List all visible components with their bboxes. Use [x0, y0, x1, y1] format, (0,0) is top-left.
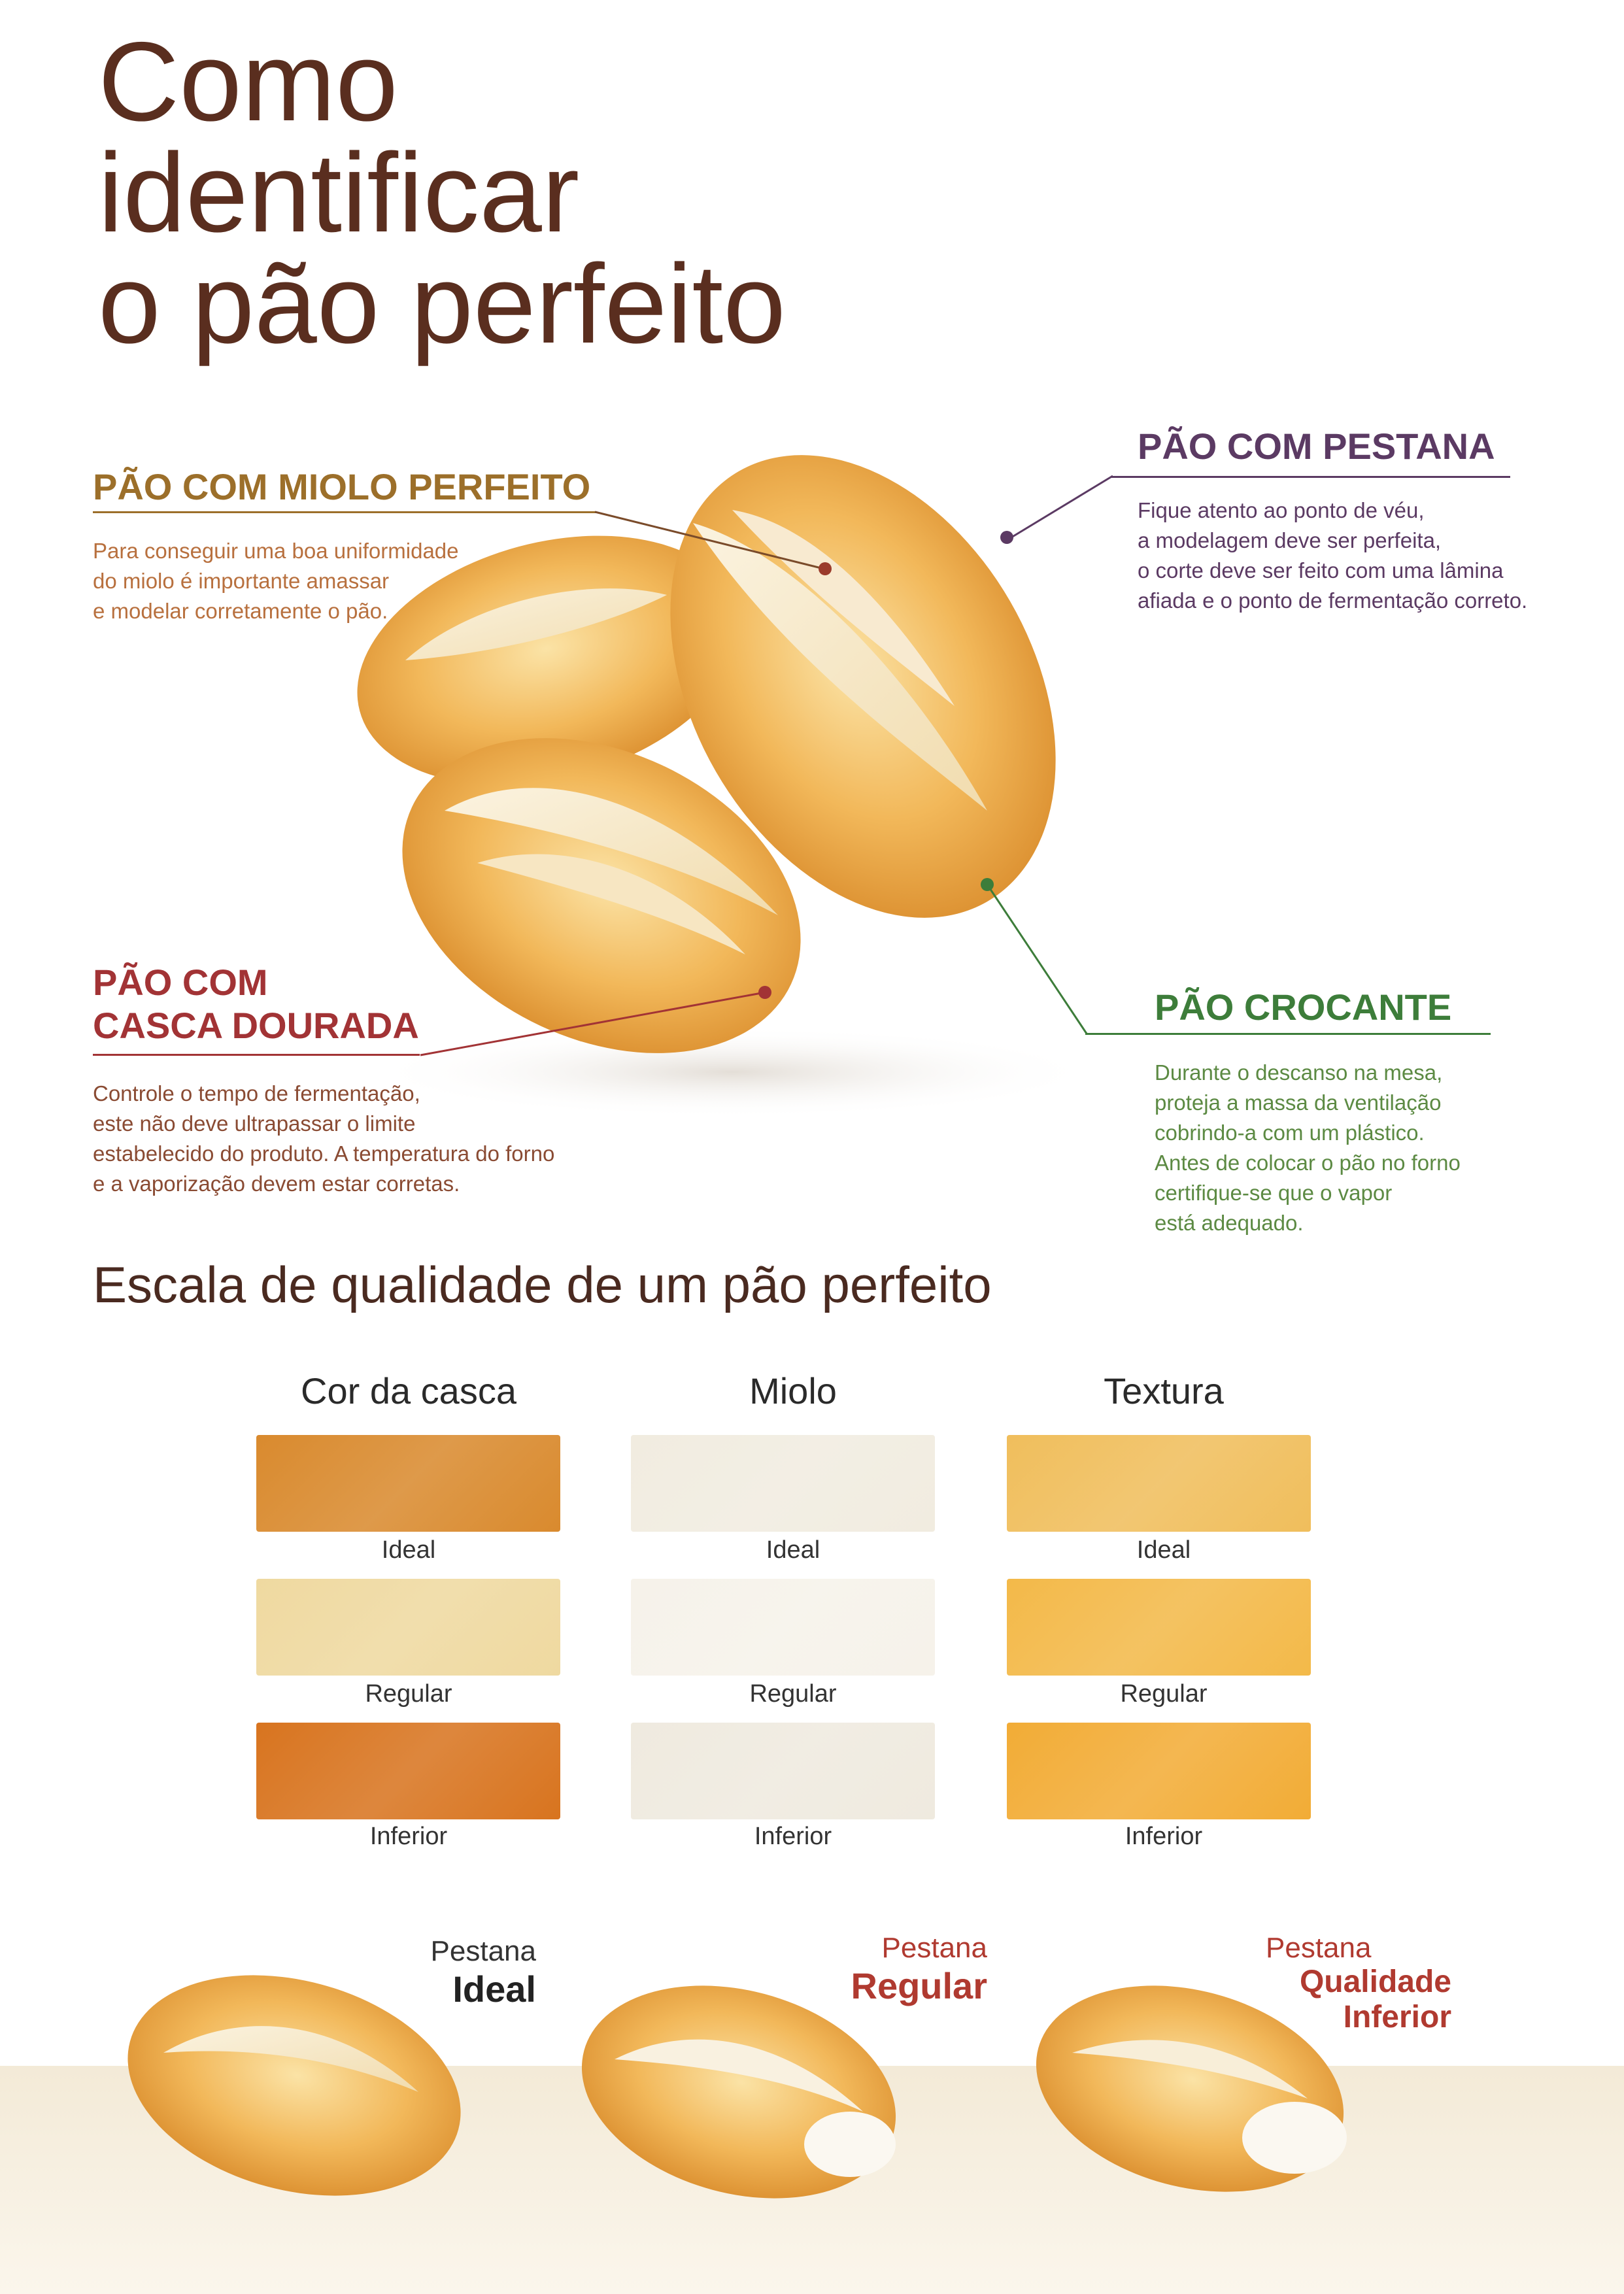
swatch-miolo-regular — [631, 1579, 935, 1676]
callout-pestana-dot — [1000, 531, 1013, 544]
label-textura-inferior: Inferior — [1125, 1823, 1203, 1850]
callout-miolo-dot — [819, 562, 832, 575]
pestana-ideal-quality: Ideal — [452, 1968, 536, 2010]
callout-crocante-heading: PÃO CROCANTE — [1155, 987, 1452, 1028]
swatch-textura-regular — [1007, 1579, 1311, 1676]
callout-miolo-heading: PÃO COM MIOLO PERFEITO — [93, 466, 591, 507]
pestana-ideal-label-group — [366, 1935, 536, 2010]
pestana-regular-label: Pestana — [881, 1932, 987, 1964]
scale-column-header-miolo: Miolo — [749, 1370, 837, 1411]
callout-casca-rule — [93, 1054, 420, 1056]
label-textura-regular: Regular — [1120, 1680, 1208, 1708]
label-textura-ideal: Ideal — [1136, 1536, 1191, 1564]
label-miolo-ideal: Ideal — [766, 1536, 820, 1564]
callout-crocante-rule — [1085, 1033, 1491, 1035]
title-line-3: o pão perfeito — [98, 241, 786, 367]
swatch-casca-regular — [256, 1579, 560, 1676]
swatch-casca-inferior — [256, 1723, 560, 1819]
label-miolo-regular: Regular — [749, 1680, 837, 1708]
callout-miolo-text: Para conseguir uma boa uniformidade do miolo é importante amassar e modelar corretamente o pão. — [93, 539, 459, 623]
pestana-regular-label-group — [785, 1932, 987, 2007]
callout-crocante-text: Durante o descanso na mesa, proteja a massa da ventilação cobrindo-a com um plástico. Antes de colocar o pão no forno certifique-se que o vapor está adequado. — [1155, 1060, 1461, 1235]
callout-pestana-text: Fique atento ao ponto de véu, a modelagem deve ser perfeita, o corte deve ser feito com uma lâmina afiada e o ponto de fermentação correto. — [1138, 498, 1528, 613]
pestana-inferior-quality-1: Qualidade — [1299, 1965, 1451, 1999]
label-casca-ideal: Ideal — [381, 1536, 436, 1564]
label-casca-regular: Regular — [365, 1680, 452, 1708]
callout-pestana-rule — [1111, 476, 1510, 478]
pestana-regular-quality: Regular — [851, 1965, 987, 2006]
callout-casca-heading: PÃO COM CASCA DOURADA — [93, 962, 419, 1046]
label-miolo-inferior: Inferior — [754, 1823, 832, 1850]
swatch-casca-ideal — [256, 1435, 560, 1532]
pestana-inferior-label: Pestana — [1266, 1932, 1372, 1964]
quality-scale-title: Escala de qualidade de um pão perfeito — [93, 1256, 992, 1313]
swatch-miolo-inferior — [631, 1723, 935, 1819]
pestana-ideal-label: Pestana — [430, 1935, 536, 1967]
title-line-1: Como — [98, 19, 398, 144]
pestana-inferior-label-group — [1216, 1932, 1451, 2035]
callout-crocante-leader — [981, 879, 1092, 1036]
callout-pestana-heading: PÃO COM PESTANA — [1138, 426, 1495, 467]
callout-pestana-leader — [1000, 474, 1118, 546]
page-title — [98, 19, 948, 367]
swatch-textura-ideal — [1007, 1435, 1311, 1532]
label-casca-inferior: Inferior — [369, 1823, 448, 1850]
callout-casca-leader — [418, 987, 771, 1059]
callout-casca-text: Controle o tempo de fermentação, este não deve ultrapassar o limite estabelecido do produto. A temperatura do forno e a vaporização devem estar corretas. — [93, 1081, 555, 1196]
callout-miolo-rule — [93, 511, 596, 513]
pestana-inferior-quality-2: Inferior — [1343, 2000, 1451, 2034]
scale-column-header-textura: Textura — [1104, 1370, 1224, 1411]
scale-column-header-casca: Cor da casca — [301, 1370, 516, 1411]
callout-casca-dot — [758, 986, 771, 999]
title-line-2: identificar — [98, 130, 580, 256]
swatch-textura-inferior — [1007, 1723, 1311, 1819]
swatch-miolo-ideal — [631, 1435, 935, 1532]
callout-crocante-dot — [981, 878, 994, 891]
callout-miolo-leader — [588, 510, 837, 575]
